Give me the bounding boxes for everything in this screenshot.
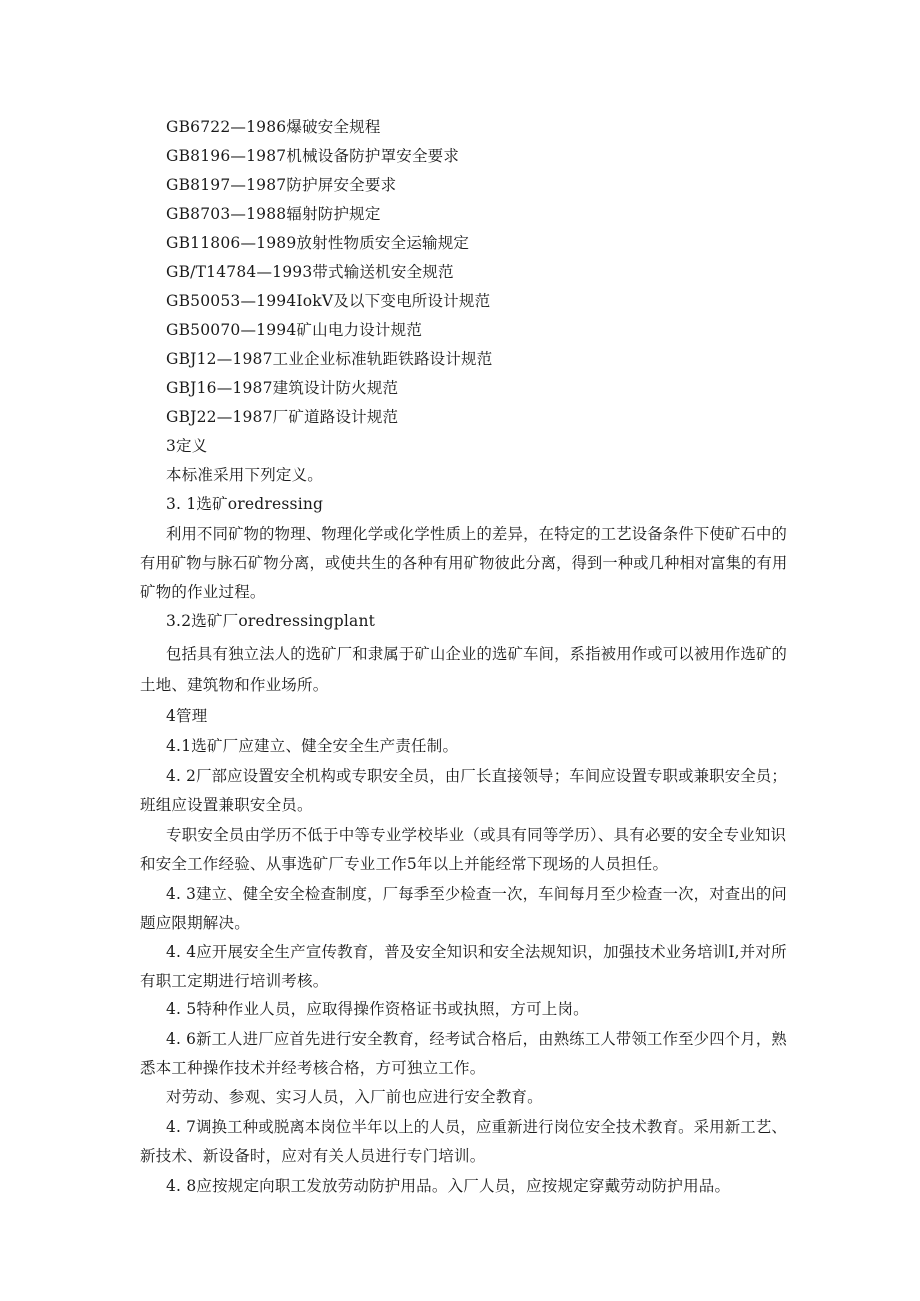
clause-line: 4.1选矿厂应建立、健全安全生产责任制。 <box>166 737 459 755</box>
section-heading: 3定义 <box>166 437 208 455</box>
clause-line: 题应限期解决。 <box>140 914 250 932</box>
paragraph-line: 专职安全员由学历不低于中等专业学校毕业（或具有同等学历）、具有必要的安全专业知识 <box>166 826 787 844</box>
clause-line: 4. 6新工人进厂应首先进行安全教育，经考试合格后，由熟练工人带领工作至少四个月，熟 <box>166 1030 787 1048</box>
clause-line: 4. 4应开展安全生产宣传教育，普及安全知识和安全法规知识，加强技术业务培训I,并对所 <box>166 943 787 961</box>
paragraph-line: 利用不同矿物的物理、物理化学或化学性质上的差异，在特定的工艺设备条件下使矿石中的 <box>166 525 788 543</box>
definition-term: 3.2选矿厂oredressingplant <box>166 612 376 630</box>
section-heading: 4管理 <box>166 707 208 725</box>
reference-line: GB8197—1987防护屏安全要求 <box>166 176 397 194</box>
clause-line: 4. 3建立、健全安全检查制度，厂每季至少检查一次，车间每月至少检查一次，对查出的问 <box>166 885 787 903</box>
clause-line: 有职工定期进行培训考核。 <box>140 972 329 990</box>
paragraph-line: 包括具有独立法人的选矿厂和隶属于矿山企业的选矿车间，系指被用作或可以被用作选矿的 <box>166 645 788 663</box>
clause-line: 4. 7调换工种或脱离本岗位半年以上的人员，应重新进行岗位安全技术教育。采用新工艺、 <box>166 1118 787 1136</box>
paragraph-line: 本标准采用下列定义。 <box>166 466 324 484</box>
reference-line: GB8196—1987机械设备防护罩安全要求 <box>166 147 460 165</box>
reference-line: GBJ16—1987建筑设计防火规范 <box>166 379 399 397</box>
paragraph-line: 有用矿物与脉石矿物分离，或使共生的各种有用矿物彼此分离，得到一种或几种相对富集的有用 <box>140 554 788 572</box>
reference-line: GB8703—1988辐射防护规定 <box>166 205 381 223</box>
clause-line: 4. 8应按规定向职工发放劳动防护用品。入厂人员，应按规定穿戴劳动防护用品。 <box>166 1177 731 1195</box>
reference-line: GB50070—1994矿山电力设计规范 <box>166 321 423 339</box>
paragraph-line: 和安全工作经验、从事选矿厂专业工作5年以上并能经常下现场的人员担任。 <box>140 855 669 873</box>
reference-line: GB50053—1994IokV及以下变电所设计规范 <box>166 292 491 310</box>
clause-line: 4. 5特种作业人员，应取得操作资格证书或执照，方可上岗。 <box>166 1000 589 1018</box>
clause-line: 班组应设置兼职安全员。 <box>140 796 313 814</box>
reference-line: GB6722—1986爆破安全规程 <box>166 118 381 136</box>
paragraph-line: 土地、建筑物和作业场所。 <box>140 676 329 694</box>
paragraph-line: 对劳动、参观、实习人员，入厂前也应进行安全教育。 <box>166 1088 543 1106</box>
clause-line: 4. 2厂部应设置安全机构或专职安全员，由厂长直接领导；车间应设置专职或兼职安全员； <box>166 767 787 785</box>
reference-line: GBJ12—1987工业企业标准轨距铁路设计规范 <box>166 350 493 368</box>
definition-term: 3. 1选矿oredressing <box>166 495 324 513</box>
paragraph-line: 矿物的作业过程。 <box>140 583 266 601</box>
reference-line: GB11806—1989放射性物质安全运输规定 <box>166 234 470 252</box>
reference-line: GBJ22—1987厂矿道路设计规范 <box>166 408 399 426</box>
clause-line: 悉本工种操作技术并经考核合格，方可独立工作。 <box>140 1059 486 1077</box>
reference-line: GB/T14784—1993带式输送机安全规范 <box>166 263 454 281</box>
clause-line: 新技术、新设备时，应对有关人员进行专门培训。 <box>140 1147 486 1165</box>
